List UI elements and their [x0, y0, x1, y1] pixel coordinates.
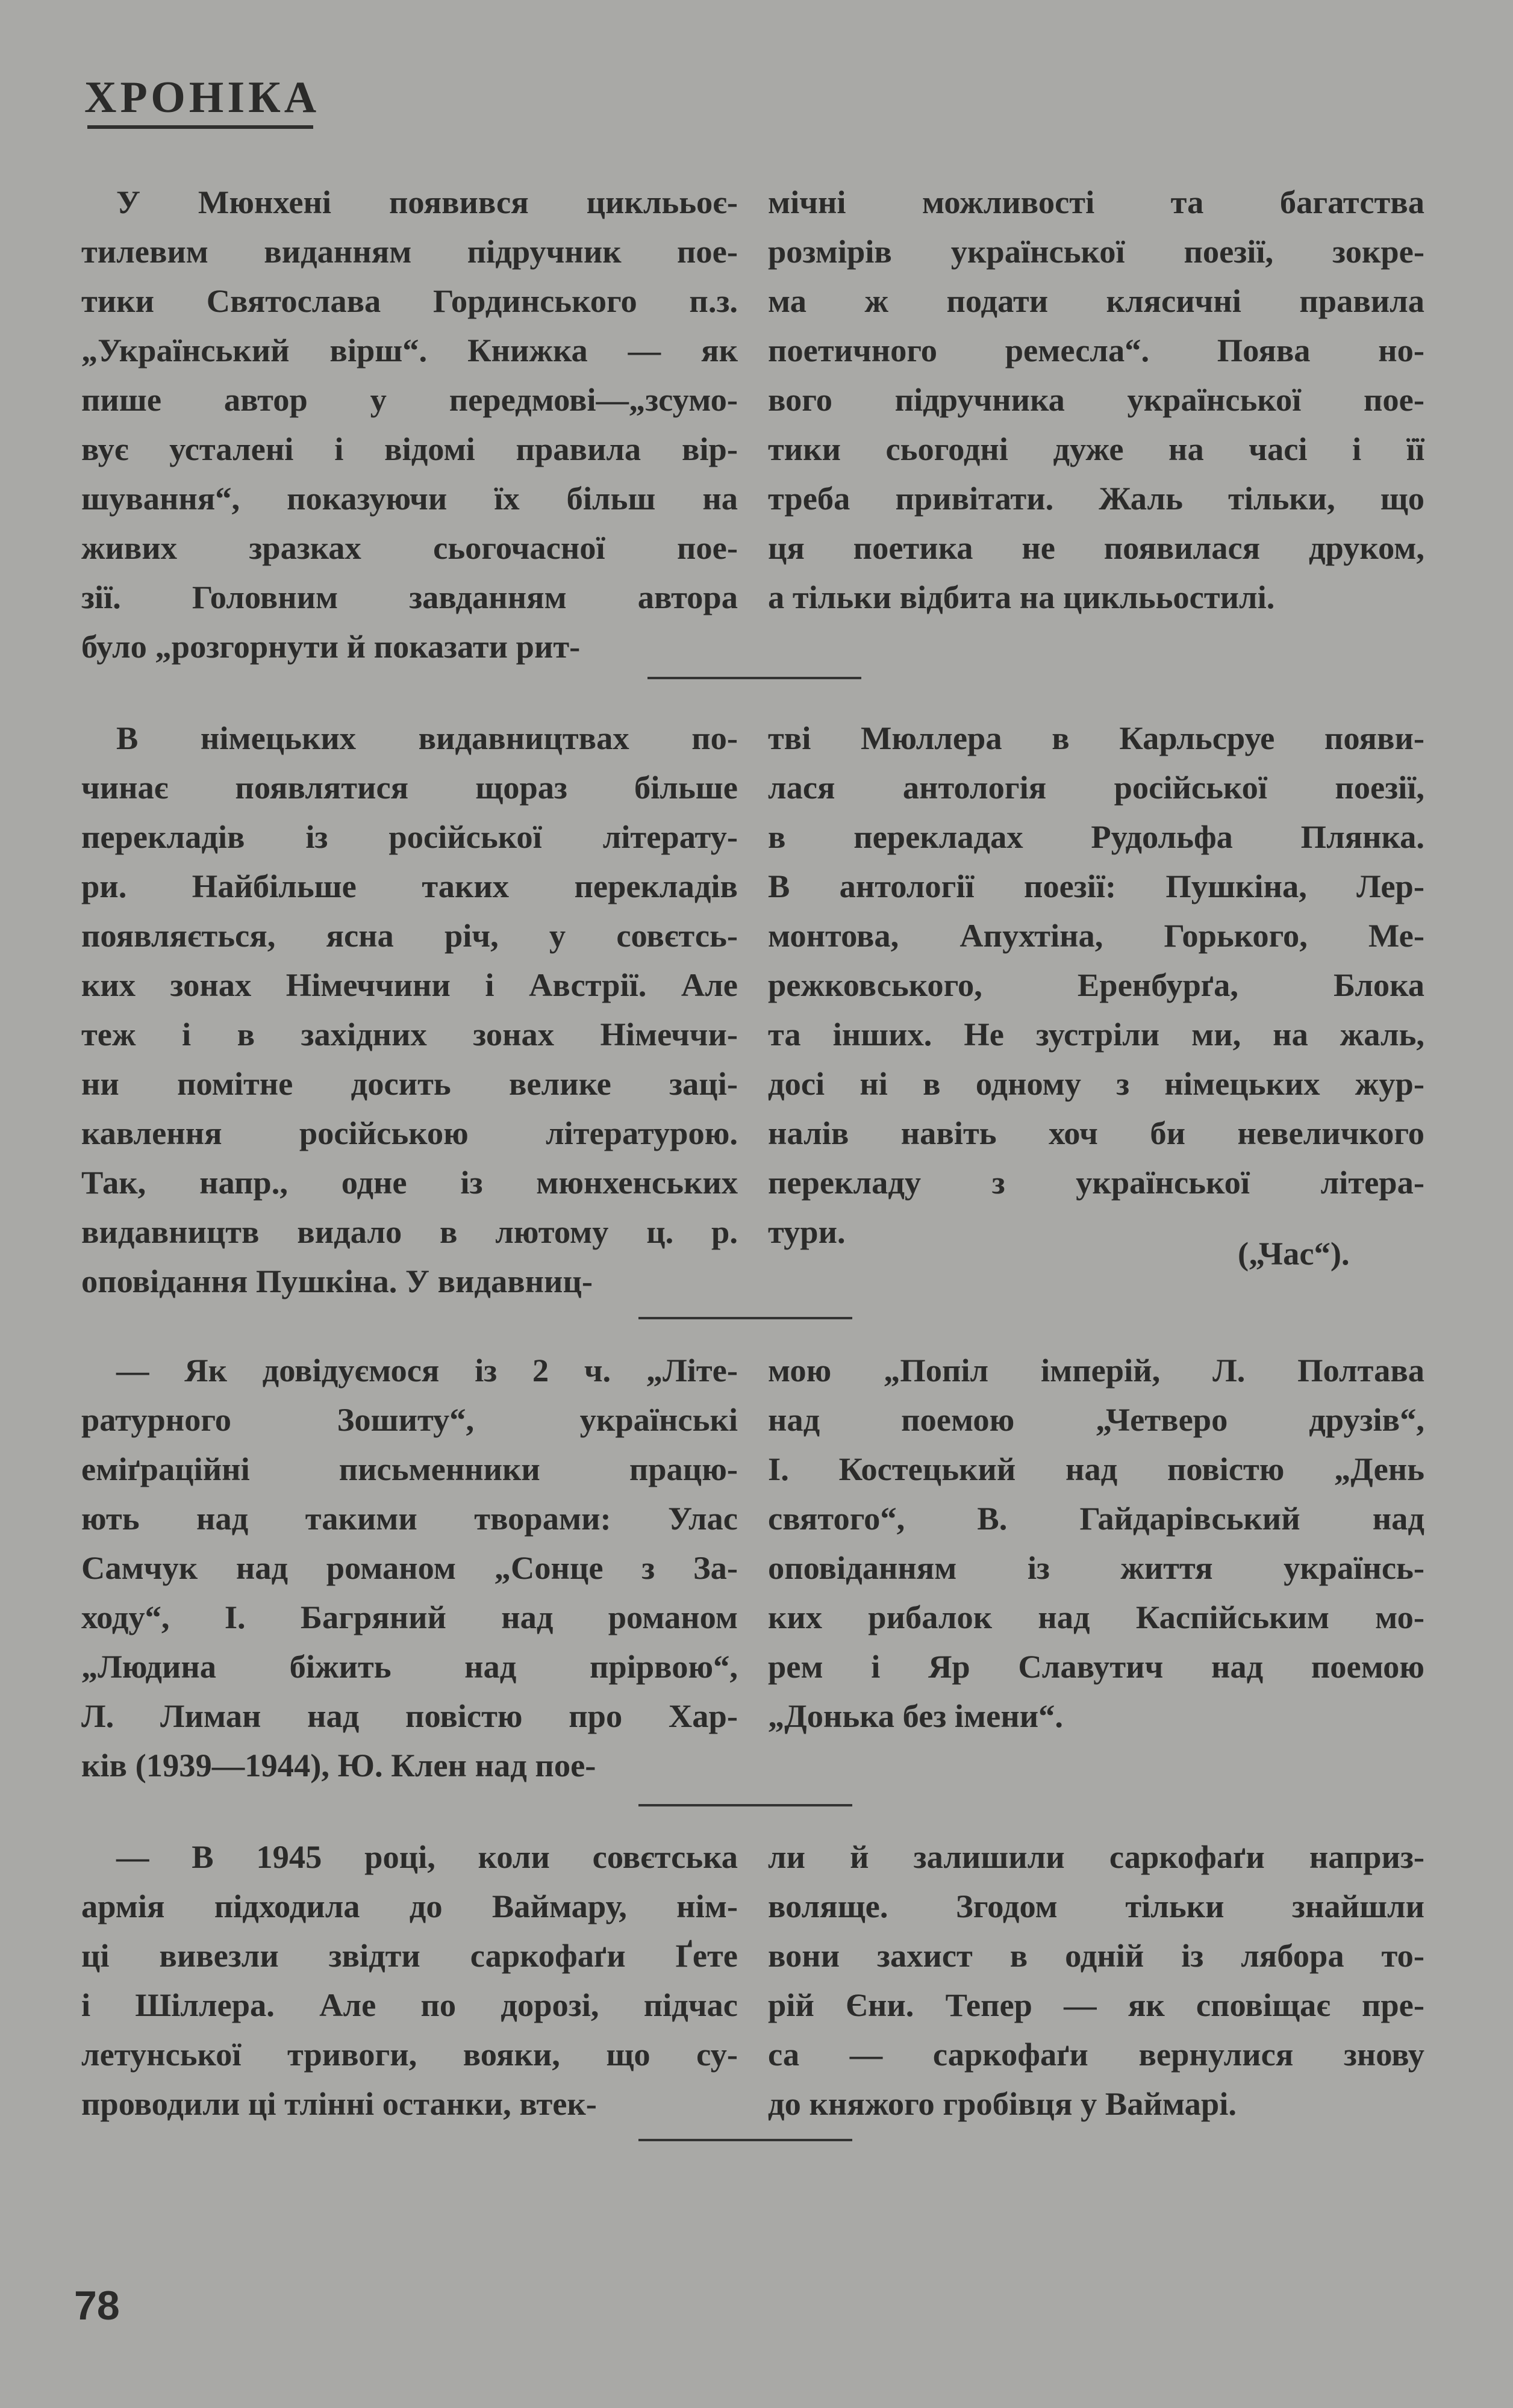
text-line: живих зразках сьогочасної пое-	[81, 529, 738, 566]
text-line: мічні можливості та багатства	[768, 184, 1424, 220]
text-line: видавництв видало в лютому ц. р.	[81, 1213, 738, 1250]
text-line: кавлення російською літературою.	[81, 1115, 738, 1151]
text-line: В німецьких видавництвах по-	[116, 720, 738, 756]
text-line: досі ні в одному з німецьких жур-	[768, 1065, 1424, 1102]
text-line: над поемою „Четверо друзів“,	[768, 1401, 1424, 1438]
text-line: режковського, Еренбурґа, Блока	[768, 966, 1424, 1003]
text-line: — В 1945 році, коли совєтська	[116, 1838, 738, 1875]
text-line: ри. Найбільше таких перекладів	[81, 868, 738, 904]
text-line: Самчук над романом „Сонце з За-	[81, 1549, 738, 1586]
text-line: тики Святослава Гординського п.з.	[81, 282, 738, 319]
text-line: перекладу з української літера-	[768, 1164, 1424, 1201]
text-line: було „розгорнути й показати рит-	[81, 628, 581, 665]
text-line: рем і Яр Славутич над поемою	[768, 1648, 1424, 1685]
text-line: вони захист в одній із лябора то-	[768, 1937, 1424, 1974]
text-line: вого підручника української пое-	[768, 381, 1424, 418]
text-line: пише автор у передмові—„зсумо-	[81, 381, 738, 418]
article-1-right-column	[768, 178, 1424, 622]
text-line: „Український вірш“. Книжка — як	[81, 332, 738, 369]
text-line: армія підходила до Ваймару, нім-	[81, 1888, 738, 1924]
text-line: поетичного ремесла“. Поява но-	[768, 332, 1424, 369]
text-line: вує усталені і відомі правила вір-	[81, 431, 738, 467]
text-line: — Як довідуємося із 2 ч. „Літе-	[116, 1352, 738, 1389]
page-number: 78	[74, 2283, 120, 2329]
text-line: „Донька без імени“.	[768, 1697, 1064, 1734]
text-line: і Шіллера. Але по дорозі, підчас	[81, 1986, 738, 2023]
text-line: ходу“, І. Багряний над романом	[81, 1599, 738, 1635]
article-3-left-column	[81, 1346, 738, 1790]
article-2-right-column	[768, 714, 1424, 1257]
text-line: тики сьогодні дуже на часі і її	[768, 431, 1424, 467]
text-line: налів навіть хоч би невеличкого	[768, 1115, 1424, 1151]
text-line: проводили ці тлінні останки, втек-	[81, 2085, 597, 2122]
text-line: ці вивезли звідти саркофаґи Ґете	[81, 1937, 738, 1974]
text-line: оповідання Пушкіна. У видавниц-	[81, 1263, 593, 1299]
text-line: ють над такими творами: Улас	[81, 1500, 738, 1537]
text-line: „Людина біжить над прірвою“,	[81, 1648, 738, 1685]
text-line: в перекладах Рудольфа Плянка.	[768, 818, 1424, 855]
article-1-left-column	[81, 178, 738, 671]
text-line: ратурного Зошиту“, українські	[81, 1401, 738, 1438]
article-2-left-column	[81, 714, 738, 1306]
text-line: В антології поезії: Пушкіна, Лер-	[768, 868, 1424, 904]
text-line: лася антологія російської поезії,	[768, 769, 1424, 806]
title-underline	[87, 125, 313, 129]
page-title: ХРОНІКА	[84, 73, 320, 122]
text-line: ця поетика не появилася друком,	[768, 529, 1424, 566]
text-line: са — саркофаґи вернулися знову	[768, 2036, 1424, 2073]
text-line: святого“, В. Гайдарівський над	[768, 1500, 1424, 1537]
text-line: І. Костецький над повістю „День	[768, 1451, 1424, 1487]
text-line: летунської тривоги, вояки, що су-	[81, 2036, 738, 2073]
text-line: еміґраційні письменники працю-	[81, 1451, 738, 1487]
article-4-left-column	[81, 1832, 738, 2129]
text-line: до княжого гробівця у Ваймарі.	[768, 2085, 1237, 2122]
section-divider	[647, 677, 861, 679]
article-2-source: („Час“).	[1238, 1235, 1350, 1272]
section-divider	[638, 2139, 852, 2141]
article-4-right-column	[768, 1832, 1424, 2129]
text-line: тури.	[768, 1213, 846, 1250]
text-line: воляще. Згодом тільки знайшли	[768, 1888, 1424, 1924]
text-line: ків (1939—1944), Ю. Клен над пое-	[81, 1747, 596, 1784]
text-line: ли й залишили саркофаґи наприз-	[768, 1838, 1424, 1875]
text-line: Так, напр., одне із мюнхенських	[81, 1164, 738, 1201]
text-line: оповіданням із життя українсь-	[768, 1549, 1424, 1586]
text-line: ни помітне досить велике заці-	[81, 1065, 738, 1102]
section-divider	[638, 1317, 852, 1319]
text-line: ких рибалок над Каспійським мо-	[768, 1599, 1424, 1635]
text-line: теж і в західних зонах Німеччи-	[81, 1016, 738, 1053]
text-line: Л. Лиман над повістю про Хар-	[81, 1697, 738, 1734]
text-line: треба привітати. Жаль тільки, що	[768, 480, 1424, 517]
text-line: ма ж подати клясичні правила	[768, 282, 1424, 319]
article-3-right-column	[768, 1346, 1424, 1741]
text-line: У Мюнхені появився циклььоє-	[116, 184, 738, 220]
text-line: розмірів української поезії, зокре-	[768, 233, 1424, 270]
text-line: монтова, Апухтіна, Горького, Ме-	[768, 917, 1424, 954]
text-line: а тільки відбита на циклььостилі.	[768, 579, 1275, 615]
text-line: рій Єни. Тепер — як сповіщає пре-	[768, 1986, 1424, 2023]
text-line: тві Мюллера в Карльсруе появи-	[768, 720, 1424, 756]
text-line: шування“, показуючи їх більш на	[81, 480, 738, 517]
text-line: появляється, ясна річ, у совєтсь-	[81, 917, 738, 954]
text-line: мою „Попіл імперій, Л. Полтава	[768, 1352, 1424, 1389]
text-line: тилевим виданням підручник пое-	[81, 233, 738, 270]
text-line: ких зонах Німеччини і Австрії. Але	[81, 966, 738, 1003]
text-line: чинає появлятися щораз більше	[81, 769, 738, 806]
text-line: зії. Головним завданням автора	[81, 579, 738, 615]
text-line: та інших. Не зустріли ми, на жаль,	[768, 1016, 1424, 1053]
section-divider	[638, 1804, 852, 1806]
text-line: перекладів із російської літерату-	[81, 818, 738, 855]
